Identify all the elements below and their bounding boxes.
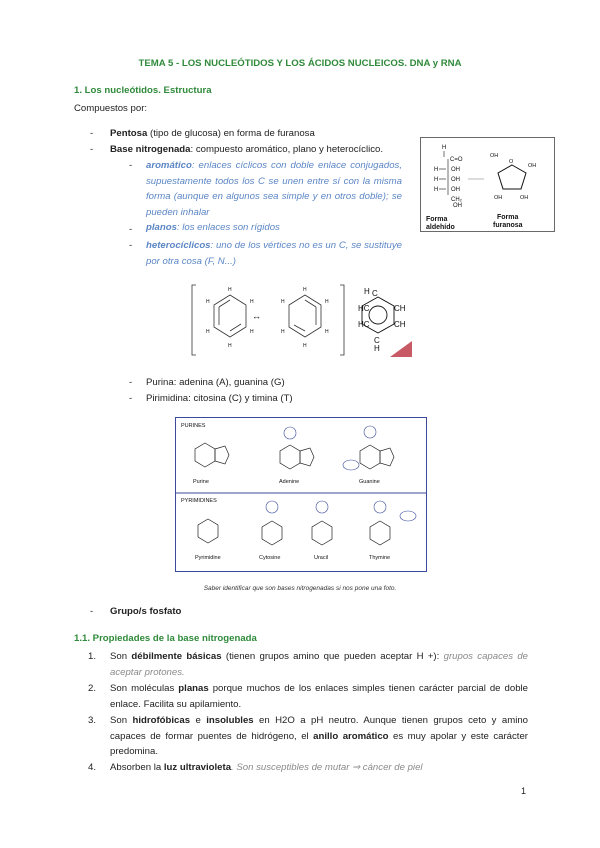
- uracil-name: Uracil: [314, 555, 329, 561]
- svg-text:H: H: [281, 299, 285, 305]
- svg-text:HC: HC: [358, 320, 370, 329]
- svg-text:H: H: [303, 287, 307, 293]
- svg-text:H: H: [206, 299, 210, 305]
- svg-text:O: O: [509, 159, 514, 165]
- svg-text:H: H: [325, 329, 329, 335]
- page-number: 1: [521, 786, 527, 796]
- sub-planos: planos: los enlaces son rígidos: [146, 222, 280, 233]
- property-4: Absorben la luz ultravioleta. Son susceptibles de mutar ⇒ cáncer de piel: [110, 762, 423, 773]
- thymine-name: Thymine: [369, 555, 391, 561]
- sub-dash: -: [129, 240, 133, 251]
- svg-text:H: H: [434, 187, 439, 193]
- svg-text:HC: HC: [358, 304, 370, 313]
- cytosine-name: Cytosine: [259, 555, 281, 561]
- bullet-dash: -: [90, 128, 94, 139]
- list-number: 1.: [88, 651, 97, 662]
- benzene-ring-1: [214, 295, 246, 337]
- svg-text:CH: CH: [394, 304, 406, 313]
- sugar-left-label-1: Forma: [426, 216, 448, 223]
- bullet-pentosa: Pentosa (tipo de glucosa) en forma de furanosa: [110, 128, 315, 139]
- sub-dash: -: [129, 224, 133, 235]
- svg-text:C: C: [374, 336, 380, 345]
- svg-text:C=O: C=O: [450, 157, 463, 163]
- adenine-name: Adenine: [279, 479, 300, 485]
- purines-label: PURINES: [181, 423, 206, 429]
- svg-text:OH: OH: [451, 167, 460, 173]
- svg-text:CH: CH: [394, 320, 406, 329]
- guanine-name: Guanine: [359, 479, 380, 485]
- svg-text:H: H: [442, 145, 447, 151]
- property-3: Son hidrofóbicas e insolubles en H2O a pH neutro. Aunque tienen grupos ceto y amino capaces de formar puentes de hidrógeno, el anillo aromático es muy apolar y este carácter predomina.: [110, 715, 528, 757]
- pyrimidine-name: Pyrimidine: [195, 555, 221, 561]
- svg-text:H: H: [325, 299, 329, 305]
- svg-text:OH: OH: [528, 163, 537, 169]
- benzene-circle-structure: [358, 287, 406, 353]
- sugar-left-label-2: aldehído: [426, 224, 455, 231]
- svg-text:H: H: [228, 343, 232, 349]
- svg-text:H: H: [434, 177, 439, 183]
- svg-text:H: H: [364, 287, 370, 296]
- benzene-h-labels: [206, 287, 329, 349]
- section-heading-nucleotidos: 1. Los nucleótidos. Estructura: [74, 85, 212, 96]
- sub-dash: -: [129, 160, 133, 171]
- bases-figure-border: [176, 418, 427, 572]
- document-title: TEMA 5 - LOS NUCLEÓTIDOS Y LOS ÁCIDOS NUCLEICOS. DNA y RNA: [138, 58, 462, 69]
- list-number: 2.: [88, 683, 97, 694]
- svg-text:H: H: [303, 343, 307, 349]
- bullet-dash: -: [90, 144, 94, 155]
- sub-aromatico: aromático: enlaces cíclicos con doble enlace conjugados, supuestamente todos los C se unen entre sí con la misma forma (aunque en algunos sea simple y en otros doble); se pueden inhalar: [146, 160, 402, 218]
- bases-figure: [175, 417, 427, 572]
- sub-purina: Purina: adenina (A), guanina (G): [146, 377, 285, 388]
- benzene-figure: [190, 283, 420, 358]
- sugar-figure: [420, 137, 555, 232]
- svg-text:H: H: [250, 329, 254, 335]
- svg-text:H: H: [206, 329, 210, 335]
- sub-dash: -: [129, 377, 133, 388]
- svg-text:H: H: [250, 299, 254, 305]
- svg-text:H: H: [228, 287, 232, 293]
- svg-text:CH₂: CH₂: [451, 197, 462, 203]
- property-1: Son débilmente básicas (tienen grupos amino que pueden aceptar H +): grupos capaces de aceptar protones.: [110, 651, 528, 678]
- property-2: Son moléculas planas porque muchos de los enlaces simples tienen carácter parcial de doble enlace. Facilita su apilamiento.: [110, 683, 529, 710]
- purine-name: Purine: [193, 479, 209, 485]
- benzene-ring-2: [289, 295, 321, 337]
- sub-heterociclicos: heterocíclicos: uno de los vértices no es un C, se sustituye por otra cosa (F, N...): [146, 240, 402, 267]
- svg-text:OH: OH: [451, 177, 460, 183]
- bullet-dash: -: [90, 606, 94, 617]
- svg-text:OH: OH: [520, 195, 529, 201]
- bullet-base: Base nitrogenada: compuesto aromático, plano y heterocíclico.: [110, 144, 384, 155]
- svg-text:H: H: [281, 329, 285, 335]
- bracket-right: [340, 285, 344, 355]
- svg-text:H: H: [434, 167, 439, 173]
- bullet-grupo-fosfato: Grupo/s fosfato: [110, 606, 182, 617]
- intro-text: Compuestos por:: [74, 103, 148, 114]
- pyrimidines-label: PYRIMIDINES: [181, 498, 217, 504]
- list-number: 3.: [88, 715, 97, 726]
- sub-pirimidina: Pirimidina: citosina (C) y timina (T): [146, 393, 293, 404]
- svg-text:OH: OH: [451, 187, 460, 193]
- svg-text:OH: OH: [453, 203, 462, 209]
- svg-text:OH: OH: [490, 153, 499, 159]
- sugar-right-label-1: Forma: [497, 214, 519, 221]
- section-heading-propiedades: 1.1. Propiedades de la base nitrogenada: [74, 633, 257, 644]
- svg-text:OH: OH: [494, 195, 503, 201]
- svg-text:H: H: [374, 344, 380, 353]
- sub-dash: -: [129, 393, 133, 404]
- bracket-left: [192, 285, 196, 355]
- list-number: 4.: [88, 762, 97, 773]
- sugar-right-label-2: furanosa: [493, 222, 523, 229]
- resonance-arrow: ↔: [252, 311, 261, 321]
- figure-caption: Saber identificar que son bases nitrogenadas si nos pone una foto.: [203, 585, 397, 592]
- corner-decoration: [390, 341, 412, 357]
- svg-text:C: C: [372, 289, 378, 298]
